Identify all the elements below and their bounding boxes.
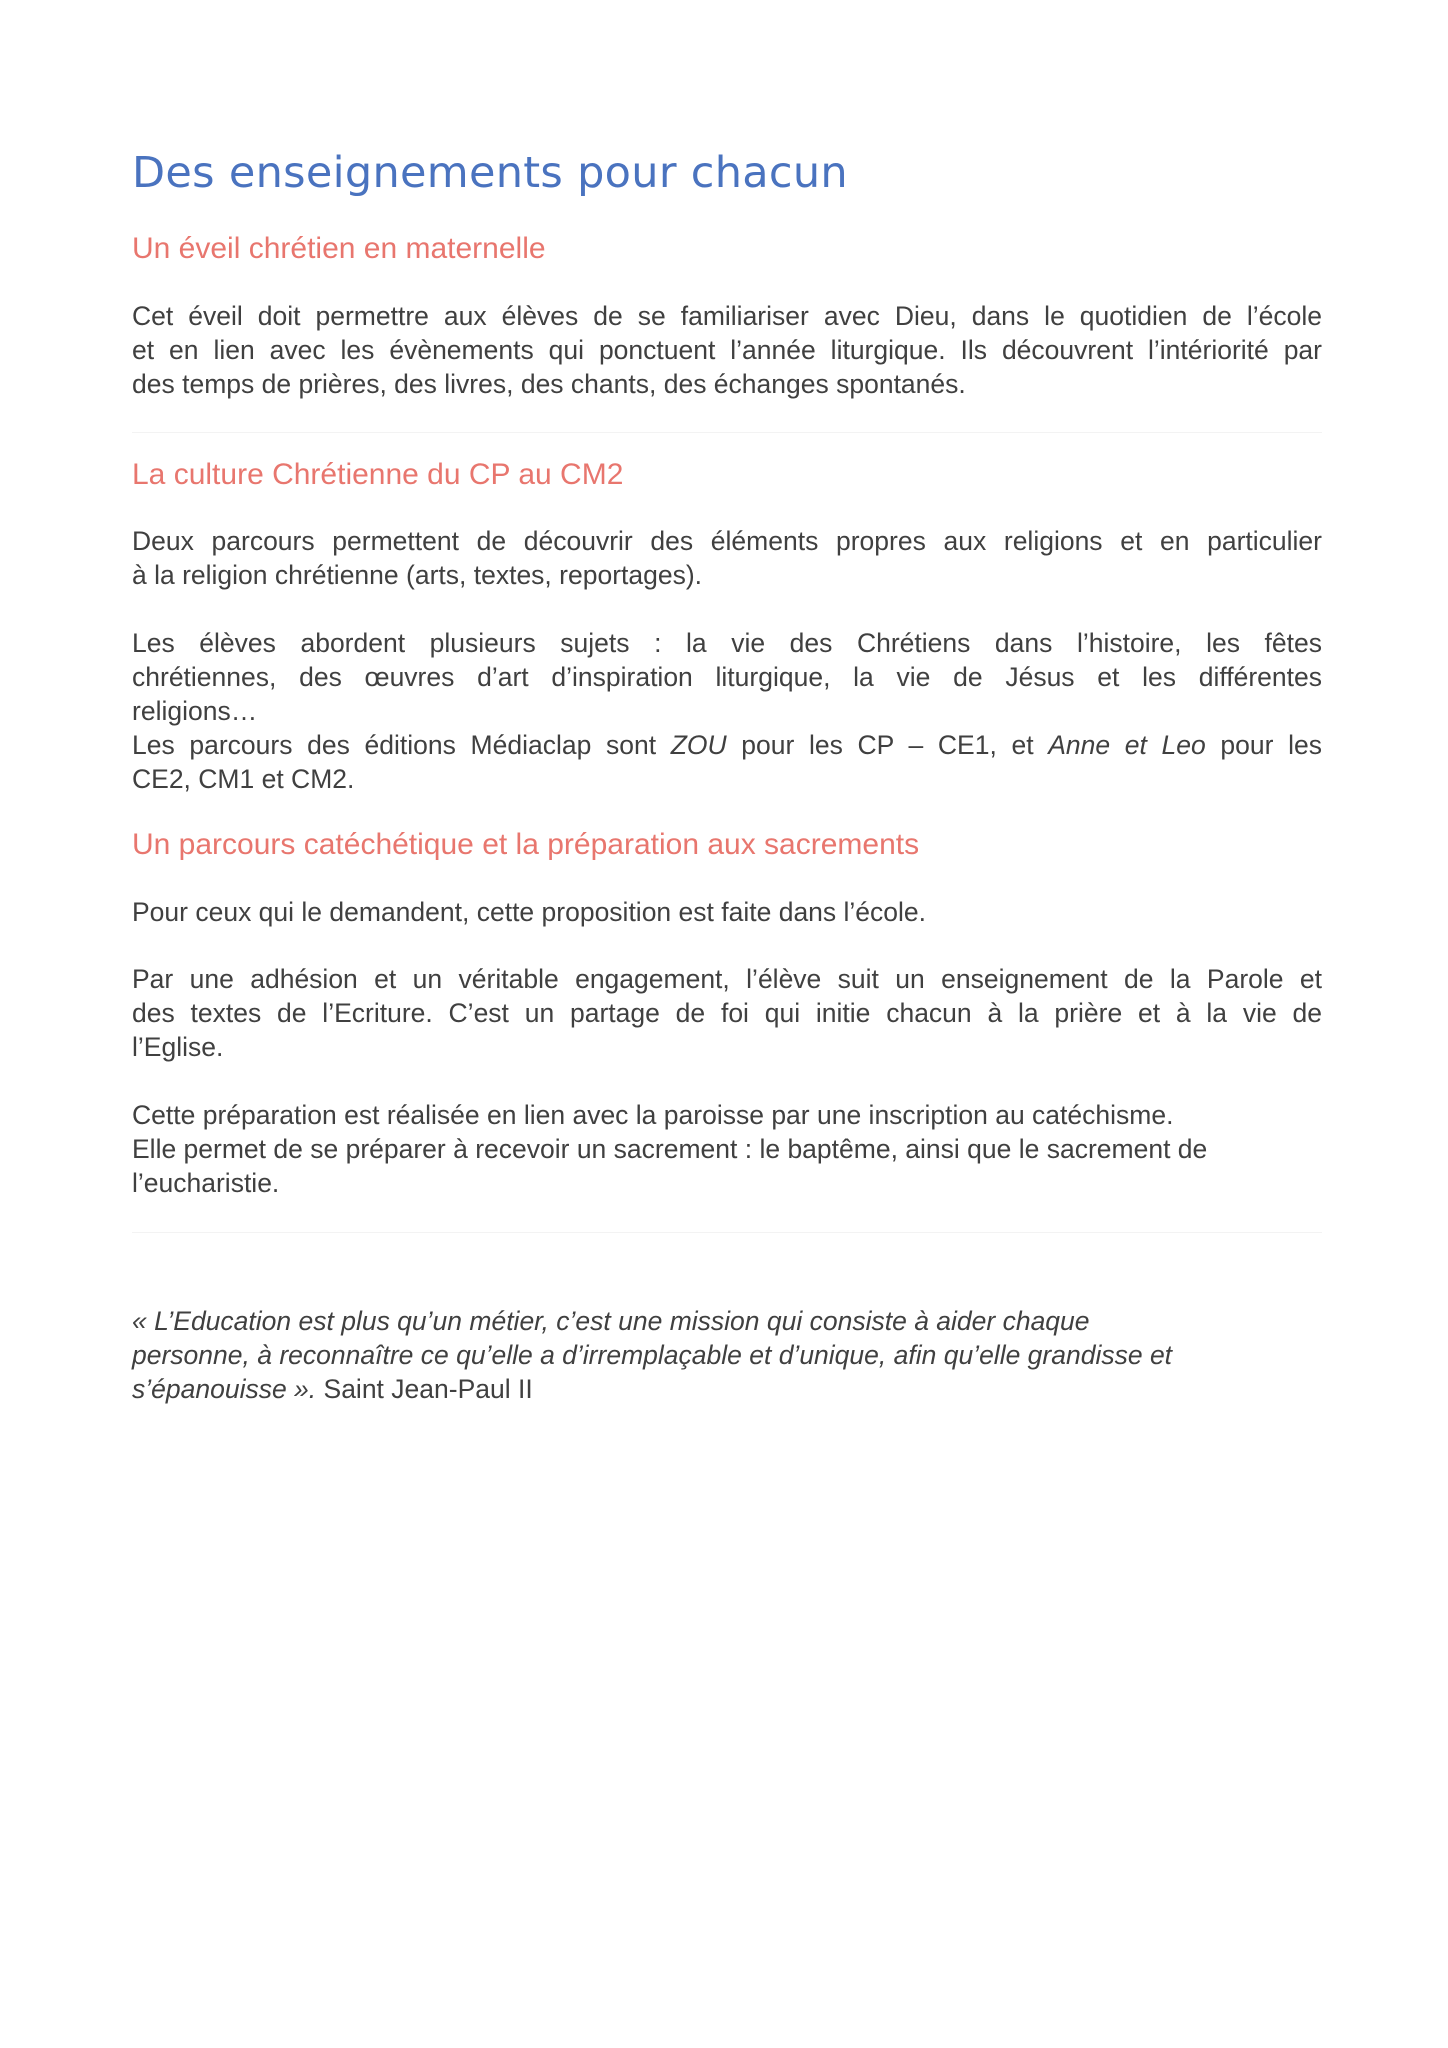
section-heading-culture: La culture Chrétienne du CP au CM2 bbox=[132, 458, 624, 491]
editions-middle: pour les CP – CE1, et bbox=[726, 730, 1049, 760]
series-anne-et-leo: Anne et Leo bbox=[1048, 730, 1206, 760]
paragraph-culture-intro bbox=[132, 524, 1322, 592]
page-title: Des enseignements pour chacun bbox=[132, 148, 848, 198]
text-line: à la religion chrétienne (arts, textes, reportages). bbox=[132, 560, 703, 590]
text-line: Deux parcours permettent de découvrir des éléments propres aux religions et en particulier bbox=[132, 526, 1322, 556]
paragraph-catechese-engagement bbox=[132, 962, 1322, 1064]
text-line: Les élèves abordent plusieurs sujets : la vie des Chrétiens dans l’histoire, les fêtes bbox=[132, 628, 1322, 658]
section-heading-catechese: Un parcours catéchétique et la préparation aux sacrements bbox=[132, 828, 920, 861]
quote-text: s’épanouisse ». bbox=[132, 1374, 317, 1404]
quote-author: Saint Jean-Paul II bbox=[316, 1374, 533, 1404]
quote-text: « L’Education est plus qu’un métier, c’est une mission qui consiste à aider chaque bbox=[132, 1306, 1090, 1336]
quote-text: personne, à reconnaître ce qu’elle a d’irremplaçable et d’unique, afin qu’elle grandisse et bbox=[132, 1340, 1173, 1370]
text-line: Par une adhésion et un véritable engagement, l’élève suit un enseignement de la Parole et bbox=[132, 964, 1322, 994]
text-line: des temps de prières, des livres, des chants, des échanges spontanés. bbox=[132, 369, 966, 399]
quote-line bbox=[132, 1338, 1322, 1372]
paragraph-culture-subjects bbox=[132, 626, 1322, 728]
series-zou: ZOU bbox=[670, 730, 727, 760]
text-line: Cet éveil doit permettre aux élèves de se familiariser avec Dieu, dans le quotidien de l’école bbox=[132, 301, 1322, 331]
paragraph-catechese-preparation bbox=[132, 1098, 1322, 1200]
text-line: religions… bbox=[132, 696, 258, 726]
text-line: Pour ceux qui le demandent, cette proposition est faite dans l’école. bbox=[132, 897, 927, 927]
separator-line bbox=[132, 432, 1322, 433]
section-heading-maternelle: Un éveil chrétien en maternelle bbox=[132, 232, 546, 265]
text-line: l’Eglise. bbox=[132, 1032, 224, 1062]
paragraph-maternelle bbox=[132, 299, 1322, 401]
quote-line bbox=[132, 1304, 1322, 1338]
text-line: Elle permet de se préparer à recevoir un sacrement : le baptême, ainsi que le sacrement de bbox=[132, 1134, 1208, 1164]
text-line bbox=[132, 728, 1322, 762]
text-line: Cette préparation est réalisée en lien avec la paroisse par une inscription au catéchisme. bbox=[132, 1100, 1174, 1130]
text-line: CE2, CM1 et CM2. bbox=[132, 764, 355, 794]
text-line: et en lien avec les évènements qui ponctuent l’année liturgique. Ils découvrent l’intériorité par bbox=[132, 335, 1322, 365]
editions-suffix: pour les bbox=[1205, 730, 1322, 760]
editions-prefix: Les parcours des éditions Médiaclap sont bbox=[132, 730, 671, 760]
quote-line bbox=[132, 1372, 1322, 1406]
text-line: chrétiennes, des œuvres d’art d’inspiration liturgique, la vie de Jésus et les différentes bbox=[132, 662, 1322, 692]
paragraph-culture-editions bbox=[132, 728, 1322, 796]
quote-block bbox=[132, 1304, 1322, 1406]
text-line: des textes de l’Ecriture. C’est un partage de foi qui initie chacun à la prière et à la vie de bbox=[132, 998, 1322, 1028]
separator-line bbox=[132, 1232, 1322, 1233]
text-line: l’eucharistie. bbox=[132, 1168, 280, 1198]
paragraph-catechese-intro bbox=[132, 895, 1322, 929]
